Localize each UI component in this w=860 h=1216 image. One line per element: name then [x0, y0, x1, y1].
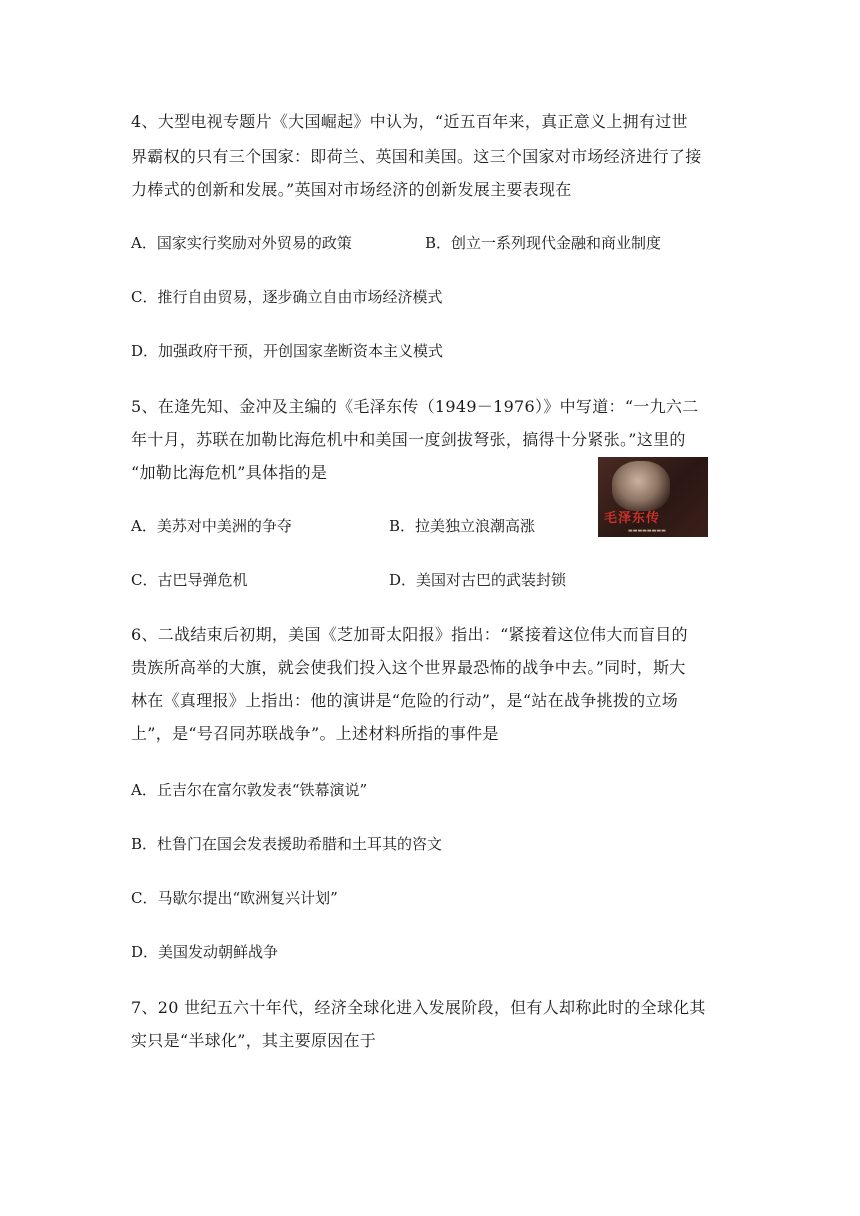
q5-option-a: A．美苏对中美洲的争夺 [131, 517, 292, 535]
q6-stem-line-4: 上”，是“号召同苏联战争”。上述材料所指的事件是 [131, 724, 499, 743]
q4-option-a: A．国家实行奖励对外贸易的政策 [131, 234, 352, 252]
q5-stem-line-1: 5、在逄先知、金冲及主编的《毛泽东传（1949－1976）》中写道：“一九六二 [131, 397, 699, 416]
book-cover-title: 毛泽东传 [604, 511, 661, 526]
q4-stem-line-1: 4、大型电视专题片《大国崛起》中认为，“近五百年来，真正意义上拥有过世 [131, 112, 688, 131]
q6-stem-line-1: 6、二战结束后初期，美国《芝加哥太阳报》指出：“紧接着这位伟大而盲目的 [131, 625, 688, 644]
q7-stem-line-1: 7、20 世纪五六十年代，经济全球化进入发展阶段，但有人却称此时的全球化其 [131, 998, 706, 1017]
q4-stem-line-2: 界霸权的只有三个国家：即荷兰、英国和美国。这三个国家对市场经济进行了接 [131, 147, 702, 166]
book-cover-subtitle-mark: ▬▬▬▬▬▬▬▬ [628, 528, 666, 534]
q6-option-a: A．丘吉尔在富尔敦发表“铁幕演说” [131, 781, 368, 799]
book-cover-image [598, 457, 708, 537]
q4-option-b: B．创立一系列现代金融和商业制度 [425, 234, 662, 252]
q7-stem-line-2: 实只是“半球化”，其主要原因在于 [131, 1031, 377, 1050]
q6-option-c: C．马歇尔提出“欧洲复兴计划” [131, 889, 338, 907]
q6-stem-line-2: 贵族所高举的大旗，就会使我们投入这个世界最恐怖的战争中去。”同时，斯大 [131, 658, 686, 677]
q5-option-d: D．美国对古巴的武装封锁 [389, 571, 567, 589]
q4-option-d: D．加强政府干预，开创国家垄断资本主义模式 [131, 342, 444, 360]
portrait-figure [612, 461, 670, 511]
q6-stem-line-3: 林在《真理报》上指出：他的演讲是“危险的行动”，是“站在战争挑拨的立场 [131, 691, 679, 710]
q5-stem-line-3: “加勒比海危机”具体指的是 [131, 463, 328, 482]
q5-stem-line-2: 年十月，苏联在加勒比海危机中和美国一度剑拔弩张，搞得十分紧张。”这里的 [131, 430, 686, 449]
q5-option-c: C．古巴导弹危机 [131, 571, 248, 589]
q6-option-b: B．杜鲁门在国会发表援助希腊和土耳其的咨文 [131, 835, 443, 853]
q6-option-d: D．美国发动朝鲜战争 [131, 943, 279, 961]
q5-option-b: B．拉美独立浪潮高涨 [389, 517, 536, 535]
q4-stem-line-3: 力棒式的创新和发展。”英国对市场经济的创新发展主要表现在 [131, 180, 572, 199]
q4-option-c: C．推行自由贸易，逐步确立自由市场经济模式 [131, 288, 443, 306]
